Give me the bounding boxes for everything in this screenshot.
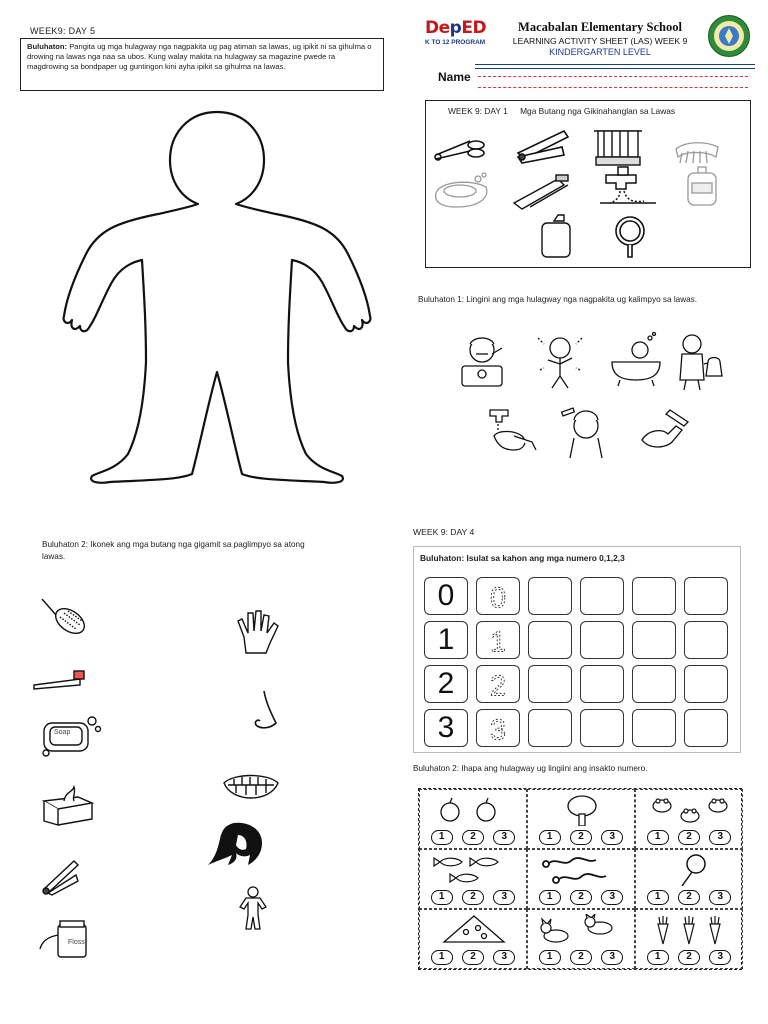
day1-title: Mga Butang nga Gikinahanglan sa Lawas: [520, 106, 676, 116]
count-option[interactable]: 2: [678, 950, 700, 965]
name-label: Name: [438, 70, 471, 84]
digit-solid: 2: [424, 665, 468, 703]
digit-solid: 1: [424, 621, 468, 659]
day1-heading: [448, 106, 675, 116]
handwashing-faucet-icon[interactable]: [484, 400, 544, 462]
day5-instruction-box: [20, 38, 384, 91]
bul1-instruction: [418, 294, 748, 305]
logo-text-de: De: [425, 18, 450, 38]
carrot-icon: [642, 914, 738, 946]
count-option[interactable]: 2: [570, 890, 592, 905]
number-instruction: Buluhaton: Isulat sa kahon ang mga numero 0,1,2,3: [420, 553, 625, 563]
count-option[interactable]: 1: [431, 890, 453, 905]
logo-subtitle: K TO 12 PROGRAM: [425, 39, 486, 46]
count-cell-carrot: [635, 909, 743, 969]
count-cell-pizza: [419, 909, 527, 969]
count-option[interactable]: 2: [678, 890, 700, 905]
hands-cutting-nails-icon[interactable]: [636, 400, 696, 462]
number-input-box[interactable]: [580, 709, 624, 747]
count-option[interactable]: 3: [709, 890, 731, 905]
day5-instruction-label: Buluhaton:: [27, 42, 68, 51]
day1-panel: [425, 100, 751, 268]
fish-icon: [426, 854, 522, 886]
count-option[interactable]: 1: [539, 950, 561, 965]
child-showering-icon[interactable]: [530, 330, 590, 392]
soap-label: Soap: [54, 729, 71, 736]
shampoo-bottle-icon: [524, 213, 588, 259]
count-option[interactable]: 1: [431, 950, 453, 965]
name-row: [438, 70, 748, 90]
body-outline-icon[interactable]: [222, 885, 284, 931]
title-block: [495, 20, 705, 57]
tissue-box-icon[interactable]: [38, 781, 100, 827]
count-option[interactable]: 2: [570, 950, 592, 965]
day5-instruction-body: Pangita ug mga hulagway nga nagpakita ug pag atiman sa lawas, ug ipikit ni sa gihulma o drowing na lawas nga naa sa ubos. Kung walay makita na hulagway sa magazine pwede ra magdrowing sa bondpaper ug guntingon kini ayha ipikit sa gihulma na lawas.: [27, 42, 372, 71]
count-cell-lollipop: [635, 849, 743, 909]
number-input-box[interactable]: [580, 665, 624, 703]
count-cell-cat: [527, 909, 635, 969]
bul2-label: Buluhaton 2:: [42, 540, 88, 549]
count-instruction: [413, 764, 647, 773]
day5-panel: [20, 22, 385, 492]
floss-label: Floss: [68, 939, 85, 946]
logo-text-p: p: [449, 18, 462, 38]
lotion-bottle-icon: [670, 163, 734, 209]
day5-week-label: WEEK9: DAY 5: [30, 26, 96, 36]
name-field[interactable]: [478, 76, 748, 88]
school-name: Macabalan Elementary School: [518, 20, 682, 34]
count-option[interactable]: 3: [601, 830, 623, 845]
count-option[interactable]: 2: [570, 830, 592, 845]
count-option[interactable]: 1: [647, 830, 669, 845]
toothbrush-paste-icon: [510, 167, 574, 213]
child-bathtub-icon[interactable]: [606, 330, 666, 392]
digit-solid: 3: [424, 709, 468, 747]
number-input-box[interactable]: [684, 621, 728, 659]
svg-text:2: 2: [490, 670, 506, 702]
worm-icon: [534, 854, 630, 886]
floss-icon[interactable]: [34, 915, 96, 961]
count-option[interactable]: 1: [647, 950, 669, 965]
child-brushing-teeth-icon[interactable]: [452, 330, 512, 392]
count-option[interactable]: 3: [493, 830, 515, 845]
header-rule-top: [475, 64, 755, 65]
apple-icon: [426, 794, 522, 826]
tree-icon: [534, 794, 630, 826]
bul2-instruction: [42, 539, 312, 563]
count-cell-frog: [635, 789, 743, 849]
count-option[interactable]: 2: [462, 950, 484, 965]
number-input-box[interactable]: [580, 577, 624, 615]
count-cell-tree: [527, 789, 635, 849]
number-input-box[interactable]: [580, 621, 624, 659]
count-option[interactable]: 1: [539, 830, 561, 845]
las-title: LEARNING ACTIVITY SHEET (LAS) WEEK 9: [512, 36, 688, 46]
svg-text:3: 3: [490, 714, 506, 746]
deped-logo: [425, 18, 491, 58]
number-input-box[interactable]: [632, 577, 676, 615]
frog-icon: [642, 794, 738, 826]
count-option[interactable]: 3: [493, 890, 515, 905]
grade-level: KINDERGARTEN LEVEL: [549, 47, 651, 57]
count-option[interactable]: 3: [493, 950, 515, 965]
count-option[interactable]: 3: [601, 890, 623, 905]
count-body: Ihapa ang hulagway ug lingiini ang insakto numero.: [461, 764, 648, 773]
count-option[interactable]: 1: [431, 830, 453, 845]
count-cell-fish: [419, 849, 527, 909]
nail-clipper-icon: [512, 123, 576, 169]
count-cell-apple: [419, 789, 527, 849]
number-input-box[interactable]: [684, 577, 728, 615]
faucet-icon: [596, 161, 660, 207]
count-option[interactable]: 2: [678, 830, 700, 845]
child-taking-out-trash-icon[interactable]: [668, 330, 728, 392]
hair-brush-icon[interactable]: [36, 591, 98, 637]
count-option[interactable]: 3: [601, 950, 623, 965]
number-input-box[interactable]: [528, 665, 572, 703]
soap-bar-icon: [430, 167, 494, 213]
count-option[interactable]: 2: [462, 830, 484, 845]
count-cell-worm: [527, 849, 635, 909]
school-seal-icon: [707, 14, 751, 58]
matching-area: [30, 585, 295, 975]
number-input-box[interactable]: [632, 709, 676, 747]
hair-silhouette-icon[interactable]: [204, 821, 266, 867]
body-outline-icon[interactable]: [58, 104, 376, 486]
count-option[interactable]: 2: [462, 890, 484, 905]
digit-solid: 0: [424, 577, 468, 615]
pizza-slice-icon: [426, 914, 522, 946]
toothbrush-icon[interactable]: [30, 655, 92, 701]
lollipop-icon: [642, 854, 738, 886]
count-option[interactable]: 1: [539, 890, 561, 905]
count-option[interactable]: 1: [647, 890, 669, 905]
header-rule-bottom: [475, 68, 755, 69]
nose-icon[interactable]: [234, 689, 296, 735]
day4-week-label: WEEK 9: DAY 4: [413, 527, 475, 537]
count-option[interactable]: 3: [709, 950, 731, 965]
count-label: Buluhaton 2:: [413, 764, 459, 773]
digit-trace[interactable]: [476, 709, 520, 747]
logo-text-ed: ED: [461, 18, 487, 38]
digit-trace[interactable]: [476, 577, 520, 615]
hand-mirror-icon: [598, 213, 662, 259]
child-combing-hair-icon[interactable]: [556, 400, 616, 462]
svg-text:1: 1: [490, 626, 506, 658]
number-input-box[interactable]: [528, 577, 572, 615]
number-input-box[interactable]: [632, 621, 676, 659]
day1-week-label: WEEK 9: DAY 1: [448, 106, 508, 116]
number-input-box[interactable]: [632, 665, 676, 703]
mouth-teeth-icon[interactable]: [220, 765, 282, 811]
number-input-box[interactable]: [528, 621, 572, 659]
number-writing-box: [413, 546, 741, 753]
cat-icon: [534, 914, 630, 946]
digit-trace[interactable]: [476, 665, 520, 703]
counting-grid: [418, 788, 742, 970]
bul1-label: Buluhaton 1:: [418, 295, 464, 304]
bul2-body: Ikonek ang mga butang nga gigamit sa paglimpyo sa atong lawas.: [42, 540, 305, 561]
number-input-box[interactable]: [528, 709, 572, 747]
number-input-box[interactable]: [684, 665, 728, 703]
svg-text:0: 0: [490, 582, 506, 614]
number-input-box[interactable]: [684, 709, 728, 747]
soap-icon[interactable]: [40, 713, 102, 759]
nail-clipper-icon[interactable]: [34, 853, 96, 899]
digit-trace[interactable]: [476, 621, 520, 659]
hand-icon[interactable]: [226, 609, 288, 655]
bul1-body: Lingini ang mga hulagway nga nagpakita ug kalimpyo sa lawas.: [466, 295, 698, 304]
count-option[interactable]: 3: [709, 830, 731, 845]
